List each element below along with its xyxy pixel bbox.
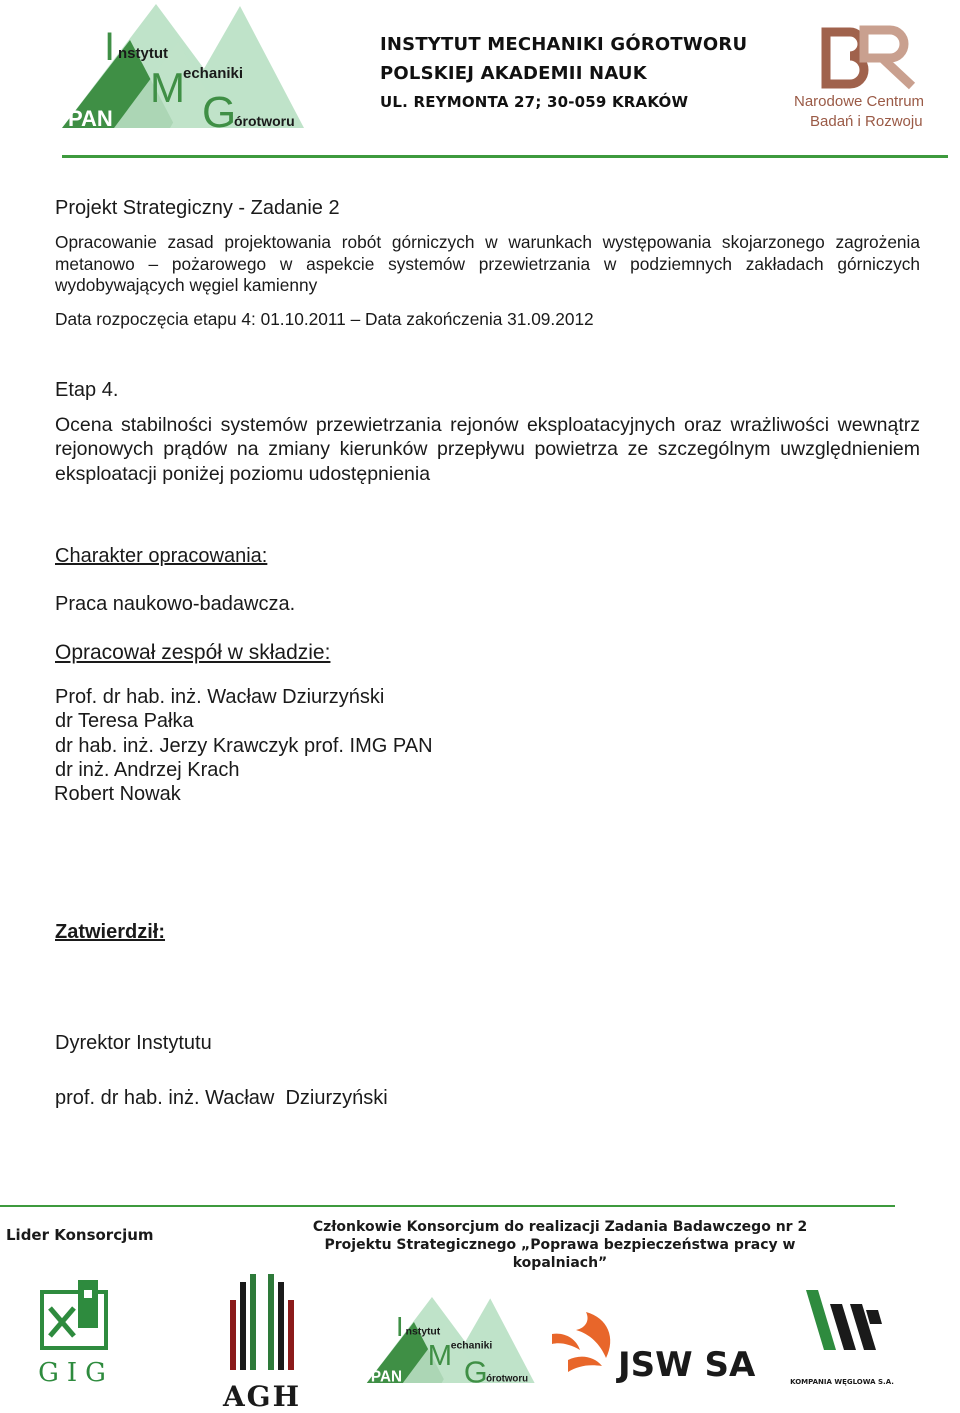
team-list [55, 685, 920, 806]
agh-logo [222, 1270, 302, 1413]
svg-text:nstytut: nstytut [405, 1326, 441, 1338]
project-description: Opracowanie zasad projektowania robót górniczych w warunkach występowania skojarzonego zagrożenia metanowo – pożarowego w aspekcie systemów przewietrzania w podziemnych zakładach górniczych wydobywających węgiel kamienny [55, 232, 920, 295]
jsw-logo [546, 1300, 756, 1386]
approved-label: Zatwierdził: [55, 921, 166, 943]
members-line-1: Członkowie Konsorcjum do realizacji Zadania Badawczego nr 2 [312, 1219, 808, 1235]
svg-text:PAN: PAN [370, 1368, 403, 1386]
svg-text:echaniki: echaniki [183, 65, 244, 82]
img-pan-logo-small [364, 1292, 536, 1388]
institute-address-block [380, 30, 780, 117]
team-label: Opracował zespół w składzie: [55, 641, 331, 664]
director-name: prof. dr hab. inż. Wacław Dziurzyński [55, 1087, 388, 1109]
svg-text:G: G [202, 88, 237, 137]
team-member: dr inż. Andrzej Krach [55, 758, 240, 781]
svg-text:AGH: AGH [222, 1380, 302, 1413]
svg-text:Badań i Rozwoju: Badań i Rozwoju [810, 113, 923, 130]
footer-divider [0, 1205, 895, 1207]
institute-name: INSTYTUT MECHANIKI GÓROTWORU [380, 34, 748, 55]
institute-address: UL. REYMONTA 27; 30-059 KRAKÓW [380, 93, 689, 111]
svg-text:órotworu: órotworu [486, 1373, 529, 1385]
ncbr-logo [786, 20, 956, 135]
stage-description: Ocena stabilności systemów przewietrzania rejonów eksploatacyjnych oraz wrażliwości wewnątrz rejonowych prądów na zmiany kierunków przepływu powietrza ze szczególnym uwzględnieniem eksploatacji poniżej poziomu udostępnienia [55, 414, 920, 485]
svg-text:nstytut: nstytut [118, 45, 168, 62]
director-title: Dyrektor Instytutu [55, 1032, 212, 1054]
svg-text:M: M [427, 1339, 453, 1372]
header-divider [62, 155, 948, 158]
gig-logo [38, 1278, 114, 1386]
character-value: Praca naukowo-badawcza. [55, 593, 296, 615]
team-member: Robert Nowak [54, 783, 181, 806]
svg-text:PAN: PAN [68, 106, 113, 131]
consortium-members-heading [290, 1218, 830, 1272]
svg-text:GIG: GIG [38, 1358, 114, 1388]
svg-text:órotworu: órotworu [234, 113, 295, 129]
svg-text:Narodowe Centrum: Narodowe Centrum [794, 93, 925, 110]
team-member: Prof. dr hab. inż. Wacław Dziurzyński [55, 686, 385, 708]
img-pan-logo [58, 2, 306, 137]
svg-text:JSW SA: JSW SA [618, 1345, 756, 1385]
leader-label: Lider Konsorcjum [6, 1226, 154, 1244]
svg-text:G: G [463, 1355, 488, 1390]
academy-name: POLSKIEJ AKADEMII NAUK [380, 63, 647, 84]
character-label: Charakter opracowania: [55, 545, 268, 567]
svg-text:I: I [104, 25, 116, 69]
stage-dates: Data rozpoczęcia etapu 4: 01.10.2011 – Data zakończenia 31.09.2012 [55, 309, 594, 329]
team-member: dr Teresa Pałka [55, 710, 194, 733]
svg-text:I: I [395, 1310, 404, 1342]
kw-logo [790, 1284, 894, 1390]
team-member: dr hab. inż. Jerzy Krawczyk prof. IMG PAN [55, 734, 433, 757]
members-line-2: Projektu Strategicznego „Poprawa bezpieczeństwa pracy w kopalniach” [324, 1237, 796, 1271]
stage-heading: Etap 4. [55, 379, 119, 401]
svg-text:echaniki: echaniki [450, 1340, 493, 1352]
project-title: Projekt Strategiczny - Zadanie 2 [55, 197, 340, 219]
svg-text:M: M [150, 64, 185, 111]
svg-text:KOMPANIA WĘGLOWA S.A.: KOMPANIA WĘGLOWA S.A. [790, 1378, 894, 1386]
